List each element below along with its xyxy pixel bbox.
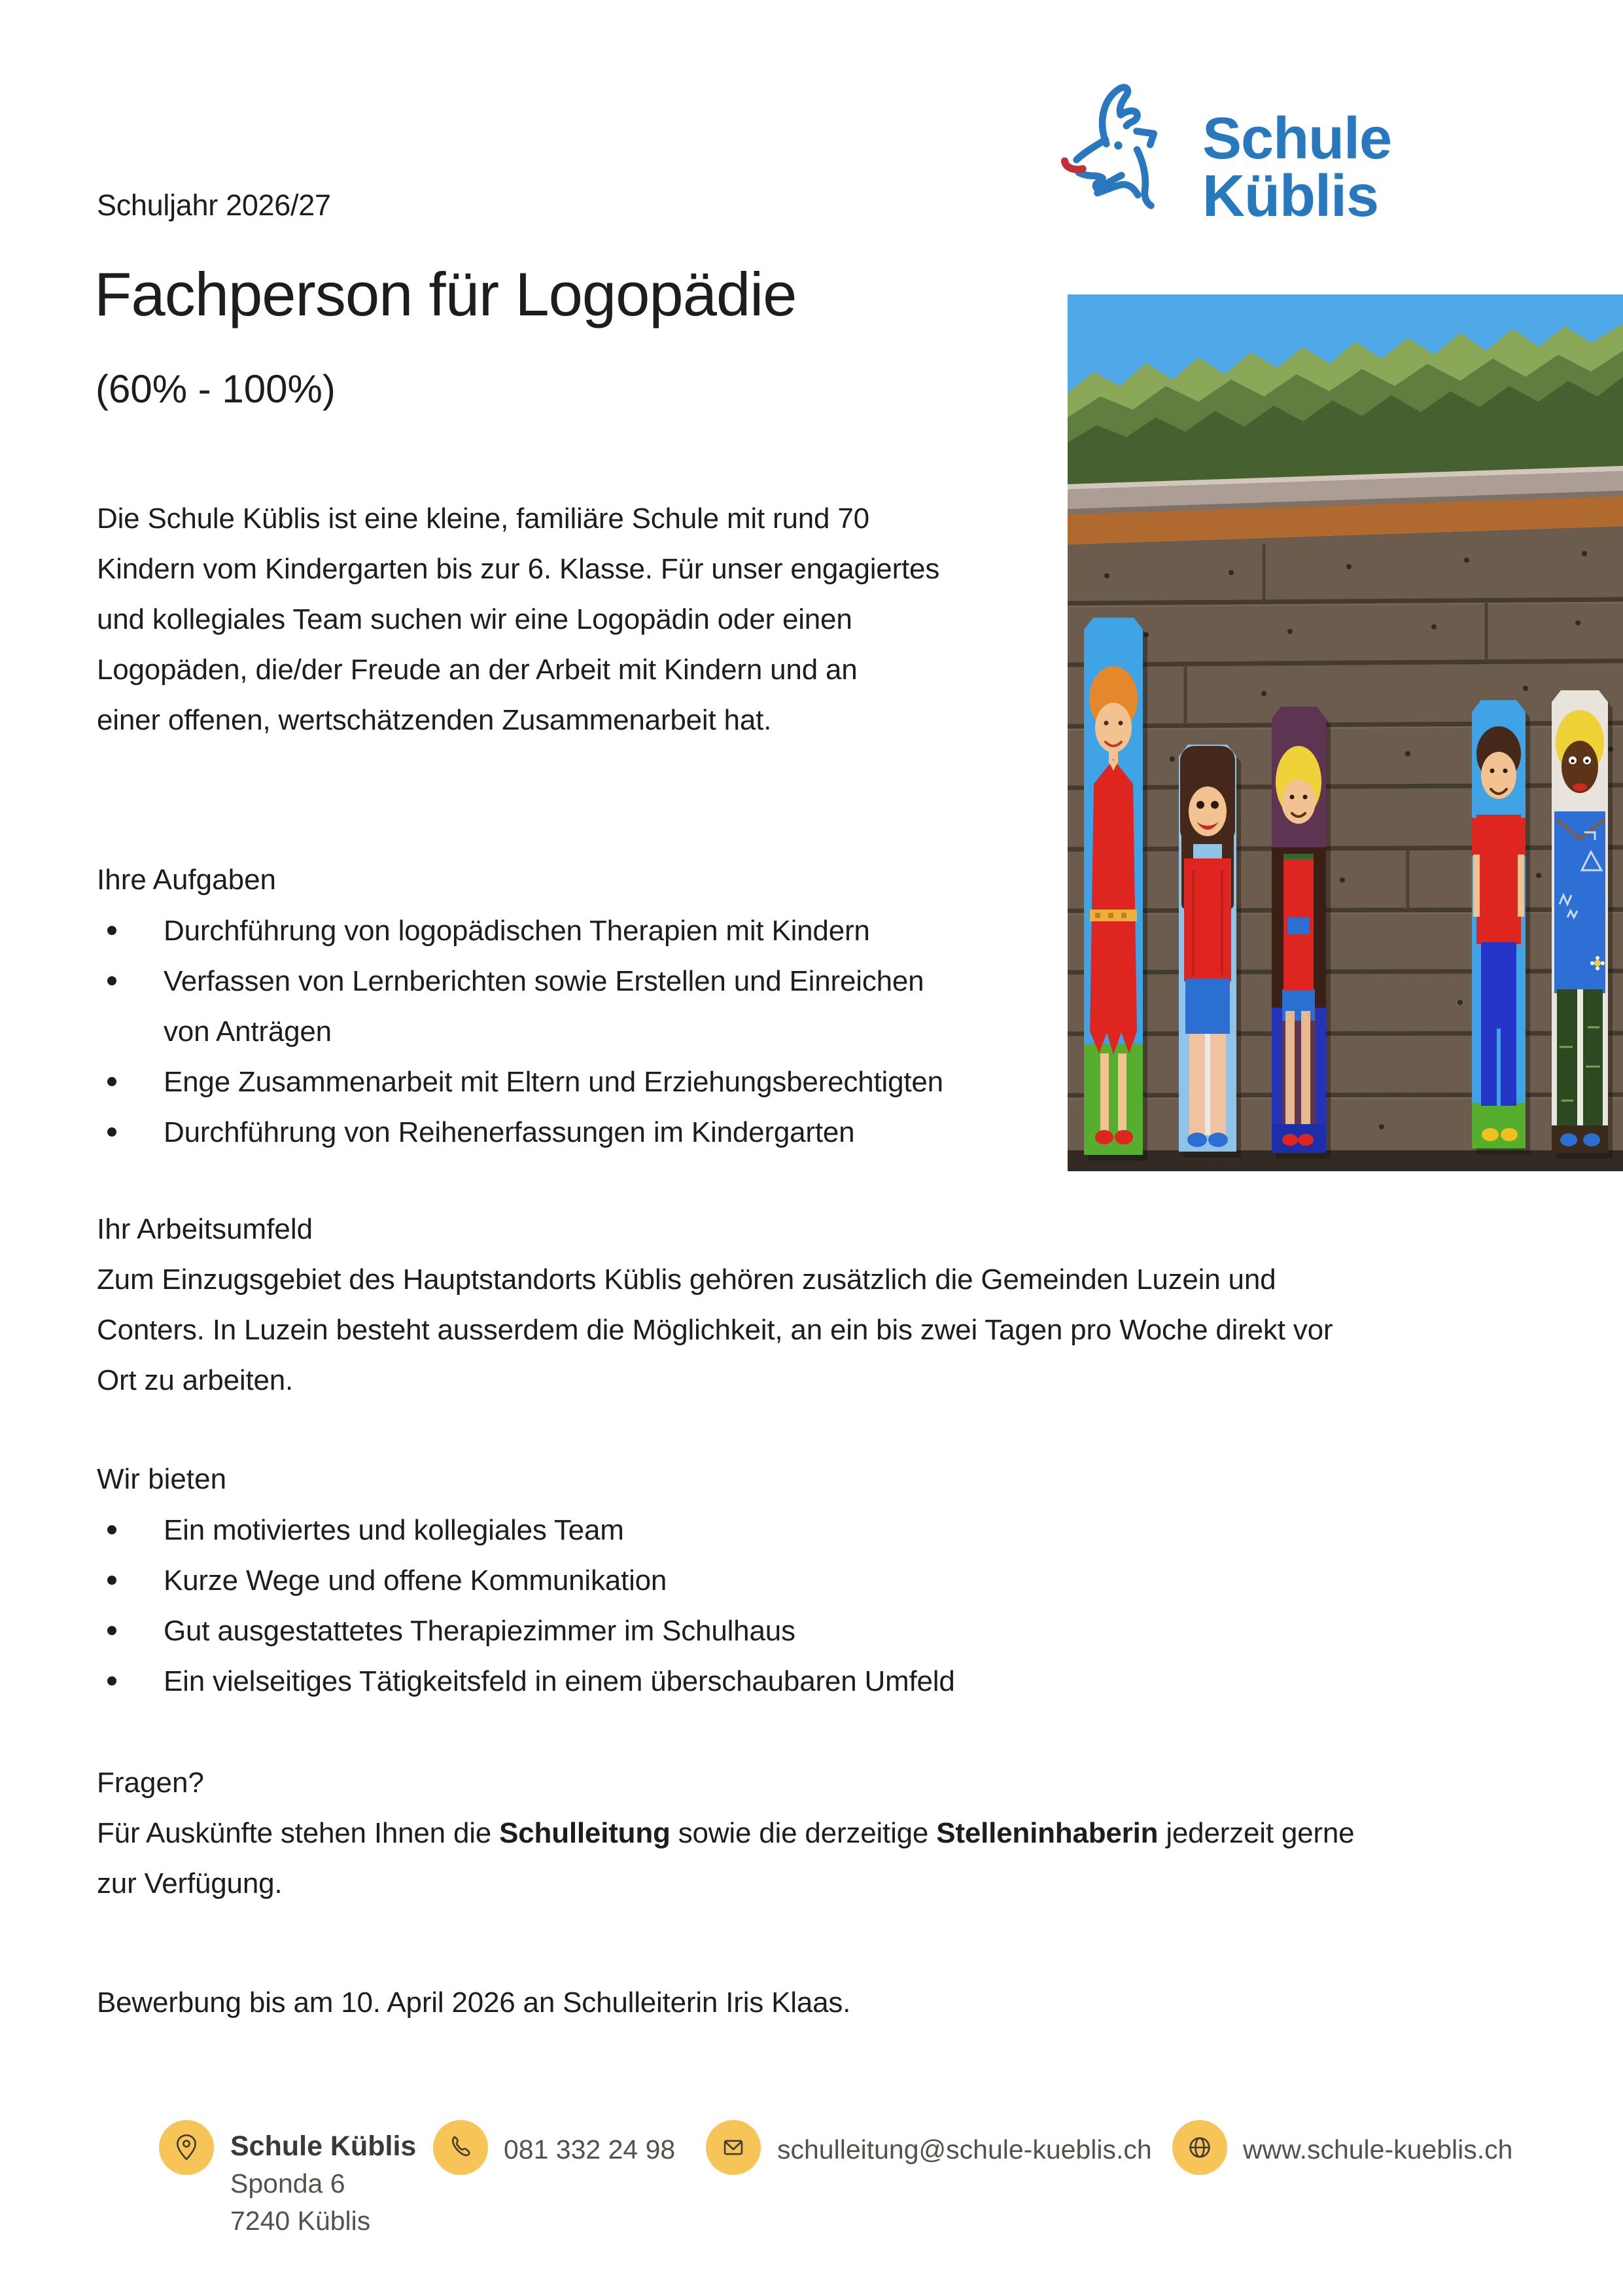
- fragen-line1: Für Auskünfte stehen Ihnen die Schulleitung sowie die derzeitige Stelleninhaberin jederzeit gerne: [97, 1817, 1355, 1849]
- page-title: Fachperson für Logopädie: [94, 260, 797, 328]
- bold-stelleninhaberin: Stelleninhaberin: [936, 1817, 1159, 1849]
- footer-address: [230, 2128, 416, 2240]
- arbeitsumfeld-paragraph: Zum Einzugsgebiet des Hauptstandorts Küblis gehören zusätzlich die Gemeinden Luzein und Conters. In Luzein besteht ausserdem die Möglichkeit, an ein bis zwei Tagen pro Woche direkt vor Ort zu arbeiten.: [97, 1263, 1333, 1396]
- location-icon: [159, 2120, 214, 2175]
- footer-school-name: Schule Küblis: [230, 2130, 417, 2162]
- list-item: Enge Zusammenarbeit mit Eltern und Erziehungsberechtigten: [97, 1057, 943, 1107]
- intro-line: einer offenen, wertschätzenden Zusammenarbeit hat.: [97, 704, 772, 736]
- intro-line: Kindern vom Kindergarten bis zur 6. Klasse. Für unser engagiertes: [97, 553, 940, 585]
- list-item: Durchführung von Reihenerfassungen im Kindergarten: [97, 1107, 943, 1157]
- bullet-icon: [107, 1676, 116, 1686]
- application-deadline: Bewerbung bis am 10. April 2026 an Schulleiterin Iris Klaas.: [97, 1987, 851, 2019]
- aufgaben-list: [97, 906, 943, 1157]
- phone-icon: [433, 2120, 488, 2175]
- email-icon: [706, 2120, 761, 2175]
- intro-paragraph: [97, 493, 939, 745]
- fragen-line2: zur Verfügung.: [97, 1867, 283, 1899]
- logo-name-line2: Küblis: [1202, 164, 1379, 229]
- intro-line: Die Schule Küblis ist eine kleine, familiäre Schule mit rund 70: [97, 503, 869, 535]
- list-item: Kurze Wege und offene Kommunikation: [97, 1555, 955, 1606]
- school-logo-name: [1202, 106, 1392, 229]
- list-item: Gut ausgestattetes Therapiezimmer im Schulhaus: [97, 1606, 955, 1656]
- ibex-logo-icon: [1056, 42, 1187, 243]
- section-heading-fragen: Fragen?: [97, 1767, 204, 1799]
- bullet-icon: [107, 1626, 116, 1635]
- section-heading-arbeitsumfeld: Ihr Arbeitsumfeld: [97, 1213, 313, 1245]
- bullet-icon: [107, 1576, 116, 1585]
- list-item: Verfassen von Lernberichten sowie Erstellen und Einreichen von Anträgen: [97, 956, 943, 1057]
- list-item: Ein motiviertes und kollegiales Team: [97, 1505, 955, 1555]
- footer-street: Sponda 6: [230, 2168, 345, 2199]
- website-icon: [1172, 2120, 1227, 2175]
- bieten-list: [97, 1505, 955, 1706]
- bold-schulleitung: Schulleitung: [499, 1817, 671, 1849]
- intro-line: und kollegiales Team suchen wir eine Logopädin oder einen: [97, 603, 852, 635]
- section-heading-aufgaben: Ihre Aufgaben: [97, 864, 277, 896]
- intro-line: Logopäden, die/der Freude an der Arbeit mit Kindern und an: [97, 654, 858, 686]
- fragen-paragraph: [97, 1808, 1354, 1909]
- footer-website[interactable]: www.schule-kueblis.ch: [1243, 2134, 1513, 2164]
- bullet-icon: [107, 926, 116, 935]
- bullet-icon: [107, 1127, 116, 1137]
- school-photo: [1068, 294, 1623, 1171]
- footer-phone: 081 332 24 98: [504, 2134, 676, 2164]
- footer-city: 7240 Küblis: [230, 2206, 371, 2236]
- bullet-icon: [107, 1525, 116, 1534]
- bullet-icon: [107, 1077, 116, 1086]
- section-heading-bieten: Wir bieten: [97, 1463, 227, 1495]
- schoolyear-label: Schuljahr 2026/27: [97, 188, 331, 222]
- list-item: Ein vielseitiges Tätigkeitsfeld in einem überschaubaren Umfeld: [97, 1656, 955, 1706]
- bullet-icon: [107, 976, 116, 985]
- logo-name-line1: Schule: [1202, 106, 1392, 171]
- list-item: Durchführung von logopädischen Therapien mit Kindern: [97, 906, 943, 956]
- footer-email[interactable]: schulleitung@schule-kueblis.ch: [777, 2134, 1152, 2164]
- workload-subtitle: (60% - 100%): [96, 367, 336, 411]
